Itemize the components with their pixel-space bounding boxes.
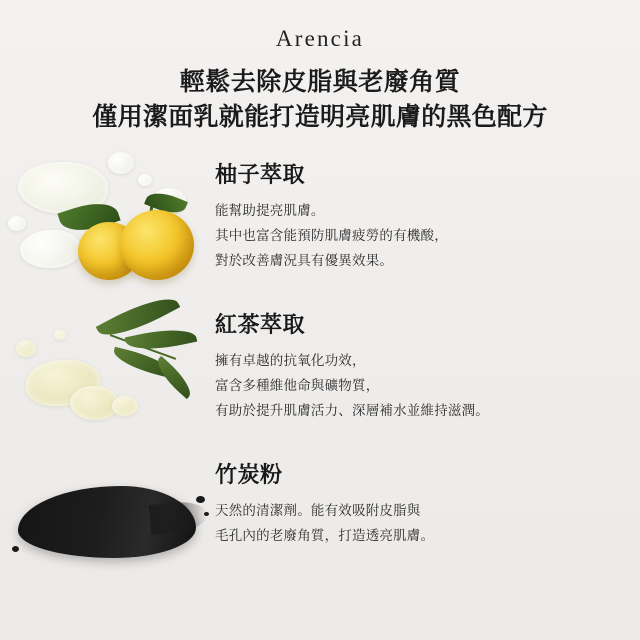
ingredient-list — [0, 150, 640, 600]
ingredient-description-line: 富含多種維他命與礦物質， — [215, 377, 380, 394]
brand-name: Arencia — [275, 26, 365, 51]
headline-line-1: 輕鬆去除皮脂與老廢角質 — [179, 67, 461, 96]
charcoal-speck-icon — [196, 496, 205, 503]
serum-droplet-icon — [112, 396, 138, 416]
ingredient-item-black-tea — [0, 300, 640, 450]
ingredient-title: 柚子萃取 — [215, 162, 306, 188]
ingredient-title: 紅茶萃取 — [215, 312, 306, 338]
serum-droplet-icon — [16, 340, 36, 357]
gel-droplet-icon — [20, 230, 80, 268]
ingredient-description-line: 擁有卓越的抗氧化功效， — [215, 352, 366, 369]
serum-droplet-icon — [70, 386, 118, 420]
black-tea-extract-image — [0, 300, 215, 450]
ingredient-description-line: 能幫助提亮肌膚。 — [215, 202, 325, 219]
ingredient-description-line: 其中也富含能預防肌膚疲勞的有機酸， — [215, 227, 448, 244]
charcoal-speck-icon — [204, 512, 209, 516]
ingredient-item-bamboo-charcoal — [0, 450, 640, 600]
ingredient-description — [215, 199, 616, 274]
tea-leaf-icon — [151, 356, 197, 399]
ingredient-description — [215, 499, 616, 549]
headline-line-2: 僅用潔面乳就能打造明亮肌膚的黑色配方 — [92, 102, 548, 132]
yuzu-fruit-icon — [120, 210, 194, 280]
gel-droplet-icon — [108, 152, 134, 174]
ingredient-description-line: 對於改善膚況具有優異效果。 — [215, 252, 394, 269]
charcoal-smear-tail-icon — [149, 499, 210, 535]
gel-droplet-icon — [8, 216, 26, 231]
ingredient-description-line: 天然的清潔劑。能有效吸附皮脂與 — [215, 502, 421, 519]
ingredient-description-line: 毛孔內的老廢角質，打造透亮肌膚。 — [215, 527, 435, 544]
ingredient-text-yuzu — [215, 150, 640, 274]
charcoal-speck-icon — [12, 546, 19, 552]
gel-droplet-icon — [138, 174, 152, 186]
bamboo-charcoal-powder-image — [0, 450, 215, 600]
ingredient-text-bamboo-charcoal — [215, 450, 640, 549]
headline — [0, 66, 640, 134]
ingredient-description — [215, 349, 616, 424]
ingredient-item-yuzu — [0, 150, 640, 300]
ingredient-title: 竹炭粉 — [215, 462, 283, 488]
serum-droplet-icon — [54, 330, 66, 340]
ingredient-text-black-tea — [215, 300, 640, 424]
ingredient-description-line: 有助於提升肌膚活力、深層補水並維持滋潤。 — [215, 402, 489, 419]
yuzu-extract-image — [0, 150, 215, 300]
